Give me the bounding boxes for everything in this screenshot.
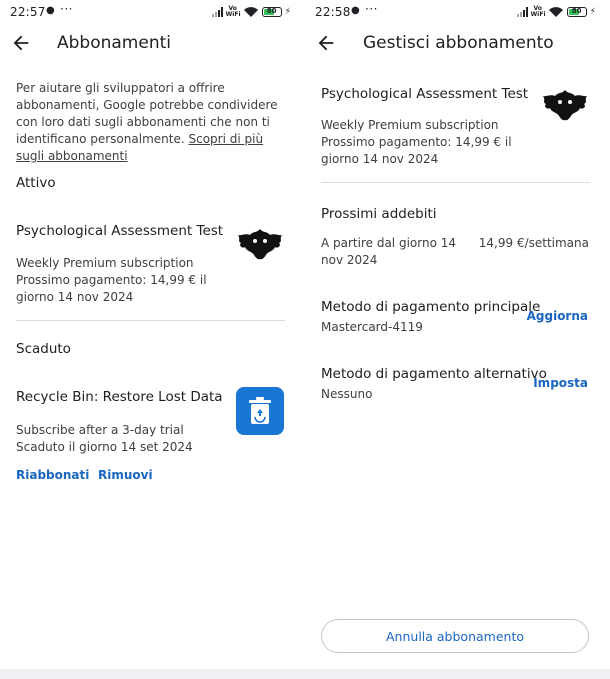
- charging-icon: ⚡: [589, 7, 596, 17]
- back-arrow-icon[interactable]: [315, 32, 337, 54]
- status-bar: [305, 0, 610, 24]
- expired-subscription-plan: Subscribe after a 3-day trial: [16, 423, 184, 437]
- intro-body: Per aiutare gli sviluppatori a offrire abbonamenti, Google potrebbe condividere con loro dati sugli abbonamenti che non ti identificano personalmente.: [16, 81, 278, 146]
- vowifi-indicator: Vo WiFi: [530, 5, 546, 18]
- cancel-subscription-button[interactable]: Annulla abbonamento: [321, 619, 589, 653]
- wifi-icon: [548, 6, 564, 18]
- resubscribe-button[interactable]: Riabbonati: [16, 468, 90, 482]
- primary-method-value: Mastercard-4119: [321, 320, 423, 334]
- battery-icon: 80: [567, 7, 587, 17]
- page-title: Gestisci abbonamento: [363, 33, 554, 53]
- expired-section-heading: Scaduto: [16, 341, 71, 357]
- manage-subscription-screen: [305, 0, 610, 669]
- divider: [321, 182, 590, 183]
- charging-icon: ⚡: [284, 7, 291, 17]
- recycle-bin-icon: [245, 395, 275, 427]
- subscriptions-screen: [0, 0, 305, 669]
- learn-more-link[interactable]: Scopri di più sugli abbonamenti: [16, 132, 264, 163]
- message-notification-icon: ●: [351, 5, 360, 16]
- inkblot-icon: [540, 88, 590, 122]
- intro-text: [16, 80, 288, 165]
- page-title: Abbonamenti: [57, 33, 171, 53]
- upcoming-charges-heading: Prossimi addebiti: [321, 206, 437, 222]
- more-notifications-icon: ···: [365, 2, 378, 16]
- alt-method-heading: Metodo di pagamento alternativo: [321, 366, 547, 382]
- status-bar: [0, 0, 305, 24]
- alt-method-value: Nessuno: [321, 387, 373, 401]
- signal-off-icon: [517, 7, 528, 17]
- active-section-heading: Attivo: [16, 175, 56, 191]
- update-payment-button[interactable]: Aggiorna: [526, 309, 588, 323]
- wifi-icon: [243, 6, 259, 18]
- battery-icon: 80: [262, 7, 282, 17]
- signal-off-icon: [212, 7, 223, 17]
- app-bar: [0, 28, 305, 62]
- subscription-plan: Weekly Premium subscription: [321, 118, 499, 132]
- subscription-name: Psychological Assessment Test: [321, 86, 529, 102]
- navigation-bar-area: [0, 669, 610, 679]
- upcoming-amount: 14,99 €/settimana: [478, 236, 589, 250]
- set-payment-button[interactable]: Imposta: [533, 376, 588, 390]
- expired-date: Scaduto il giorno 14 set 2024: [16, 440, 193, 454]
- status-time: 22:57: [10, 5, 46, 19]
- primary-method-heading: Metodo di pagamento principale: [321, 299, 541, 315]
- subscription-name: Psychological Assessment Test: [16, 223, 224, 239]
- vowifi-indicator: Vo WiFi: [225, 5, 241, 18]
- divider: [16, 320, 285, 321]
- app-bar: [305, 28, 610, 62]
- expired-subscription-name: Recycle Bin: Restore Lost Data: [16, 389, 223, 405]
- subscription-plan: Weekly Premium subscription: [16, 256, 194, 270]
- message-notification-icon: ●: [46, 5, 55, 16]
- more-notifications-icon: ···: [60, 2, 73, 16]
- back-arrow-icon[interactable]: [10, 32, 32, 54]
- next-payment: Prossimo pagamento: 14,99 € il giorno 14 nov 2024: [16, 273, 207, 304]
- inkblot-icon: [235, 227, 285, 261]
- upcoming-start-date: A partire dal giorno 14 nov 2024: [321, 236, 456, 267]
- next-payment: Prossimo pagamento: 14,99 € il giorno 14 nov 2024: [321, 135, 512, 166]
- remove-button[interactable]: Rimuovi: [98, 468, 153, 482]
- recycle-bin-app-icon: [236, 387, 284, 435]
- status-time: 22:58: [315, 5, 351, 19]
